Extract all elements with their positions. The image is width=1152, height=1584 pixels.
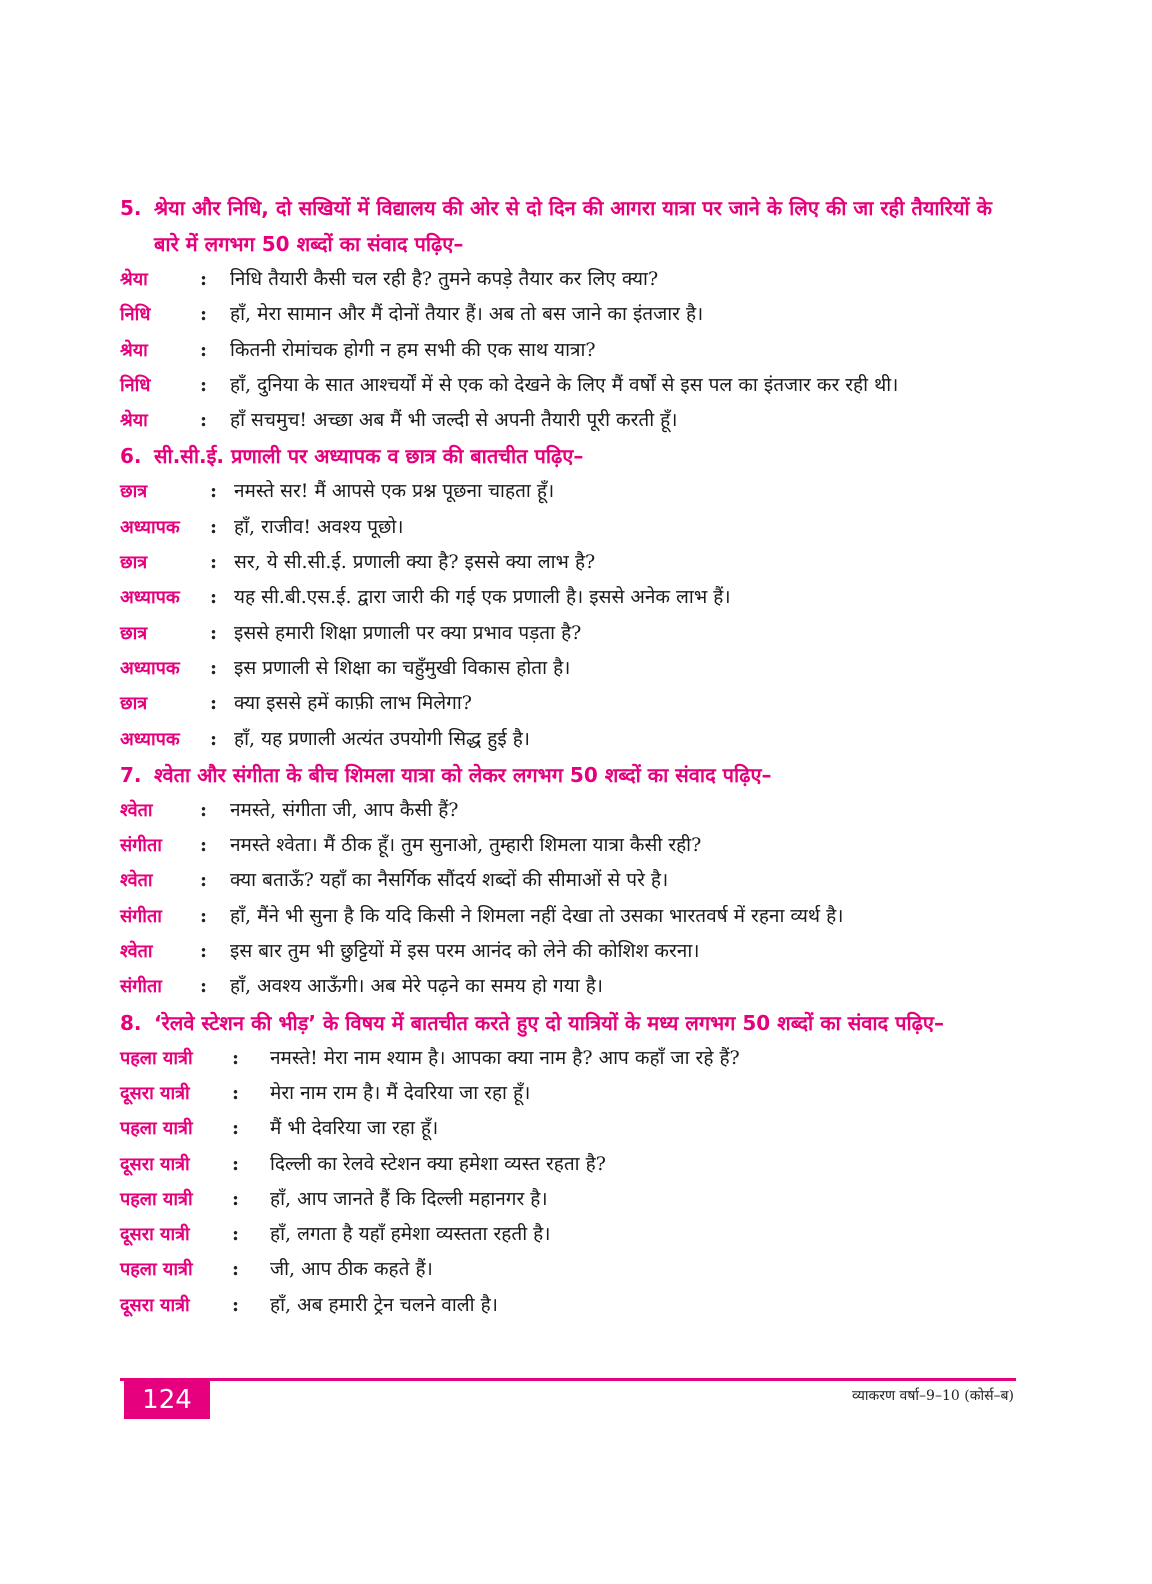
dialogue-line: [120, 262, 1020, 297]
section-6: [120, 438, 1020, 756]
colon: :: [232, 1187, 240, 1210]
speaker-name: अध्यापक: [120, 728, 180, 750]
speaker-name: अध्यापक: [120, 587, 180, 609]
dialogue-line: [120, 403, 1020, 438]
dialogue-line: [120, 1041, 1020, 1076]
speaker-name: अध्यापक: [120, 657, 180, 679]
question-text: श्रेया और निधि, दो सखियों में विद्यालय की ओर से दो दिन की आगरा यात्रा पर जाने के लिए की जा रही तैयारियों के बारे में लगभग 50 शब्दों का संवाद पढ़िए–: [154, 196, 992, 256]
dialogue-line: [120, 510, 1020, 545]
dialogue-text: क्या बताऊँ? यहाँ का नैसर्गिक सौंदर्य शब्दों की सीमाओं से परे है।: [230, 869, 669, 892]
speaker-name: पहला यात्री: [120, 1188, 193, 1210]
colon: :: [232, 1117, 240, 1140]
dialogue-text: नमस्ते श्वेता। मैं ठीक हूँ। तुम सुनाओ, तुम्हारी शिमला यात्रा कैसी रही?: [230, 834, 702, 857]
question-number: 7.: [120, 762, 142, 787]
dialogue: [120, 1041, 1020, 1323]
dialogue: [120, 793, 1020, 1005]
dialogue-text: हाँ, मैंने भी सुना है कि यदि किसी ने शिमला नहीं देखा तो उसका भारतवर्ष में रहना व्यर्थ है।: [230, 904, 844, 927]
dialogue-line: [120, 793, 1020, 828]
question-number: 6.: [120, 444, 142, 469]
dialogue-text: नमस्ते सर! मैं आपसे एक प्रश्न पूछना चाहता हूँ।: [234, 480, 555, 503]
colon: :: [200, 409, 208, 432]
speaker-name: पहला यात्री: [120, 1259, 193, 1281]
dialogue-line: [120, 616, 1020, 651]
dialogue-text: कितनी रोमांचक होगी न हम सभी की एक साथ यात्रा?: [230, 338, 596, 361]
question-text: सी.सी.ई. प्रणाली पर अध्यापक व छात्र की बातचीत पढ़िए–: [154, 444, 584, 469]
colon: :: [200, 975, 208, 998]
dialogue-text: हाँ, अवश्य आऊँगी। अब मेरे पढ़ने का समय हो गया है।: [230, 975, 603, 998]
speaker-name: दूसरा यात्री: [120, 1294, 190, 1316]
dialogue-line: [120, 1252, 1020, 1287]
dialogue-line: [120, 1147, 1020, 1182]
colon: :: [232, 1223, 240, 1246]
speaker-name: श्वेता: [120, 870, 153, 892]
dialogue-line: [120, 899, 1020, 934]
speaker-name: पहला यात्री: [120, 1118, 193, 1140]
page-number: 124: [124, 1381, 210, 1419]
dialogue-line: [120, 722, 1020, 757]
page-content: [120, 190, 1020, 1323]
dialogue-text: नमस्ते, संगीता जी, आप कैसी हैं?: [230, 798, 459, 821]
colon: :: [200, 940, 208, 963]
colon: :: [210, 692, 218, 715]
colon: :: [232, 1081, 240, 1104]
dialogue-line: [120, 580, 1020, 615]
dialogue-text: हाँ, मेरा सामान और मैं दोनों तैयार हैं। अब तो बस जाने का इंतजार है।: [230, 303, 704, 326]
dialogue-text: हाँ, यह प्रणाली अत्यंत उपयोगी सिद्ध हुई है।: [234, 727, 531, 750]
question-text: श्वेता और संगीता के बीच शिमला यात्रा को लेकर लगभग 50 शब्दों का संवाद पढ़िए–: [154, 762, 772, 787]
dialogue-line: [120, 1182, 1020, 1217]
colon: :: [200, 869, 208, 892]
speaker-name: संगीता: [120, 835, 162, 857]
dialogue-text: जी, आप ठीक कहते हैं।: [270, 1258, 433, 1281]
dialogue: [120, 262, 1020, 438]
dialogue-line: [120, 474, 1020, 509]
colon: :: [210, 551, 218, 574]
dialogue-text: मैं भी देवरिया जा रहा हूँ।: [270, 1117, 439, 1140]
speaker-name: छात्र: [120, 481, 148, 503]
dialogue-text: सर, ये सी.सी.ई. प्रणाली क्या है? इससे क्या लाभ है?: [234, 551, 596, 574]
speaker-name: पहला यात्री: [120, 1047, 193, 1069]
speaker-name: श्वेता: [120, 799, 153, 821]
speaker-name: दूसरा यात्री: [120, 1224, 190, 1246]
colon: :: [232, 1258, 240, 1281]
colon: :: [200, 338, 208, 361]
dialogue: [120, 474, 1020, 756]
speaker-name: श्रेया: [120, 339, 148, 361]
question-heading: [120, 1005, 1020, 1041]
speaker-name: श्रेया: [120, 410, 148, 432]
speaker-name: श्रेया: [120, 269, 148, 290]
colon: :: [232, 1046, 240, 1069]
colon: :: [232, 1152, 240, 1175]
dialogue-line: [120, 368, 1020, 403]
speaker-name: श्वेता: [120, 941, 153, 963]
dialogue-line: [120, 297, 1020, 332]
speaker-name: छात्र: [120, 552, 148, 574]
section-8: [120, 1005, 1020, 1323]
colon: :: [210, 480, 218, 503]
colon: :: [210, 727, 218, 750]
section-7: [120, 757, 1020, 1005]
speaker-name: छात्र: [120, 693, 148, 715]
dialogue-line: [120, 1217, 1020, 1252]
colon: :: [200, 303, 208, 326]
dialogue-line: [120, 651, 1020, 686]
dialogue-text: हाँ, राजीव! अवश्य पूछो।: [234, 515, 404, 538]
dialogue-text: हाँ, लगता है यहाँ हमेशा व्यस्तता रहती है।: [270, 1223, 551, 1246]
dialogue-text: हाँ, आप जानते हैं कि दिल्ली महानगर है।: [270, 1187, 548, 1210]
question-text: ‘रेलवे स्टेशन की भीड़’ के विषय में बातचीत करते हुए दो यात्रियों के मध्य लगभग 50 शब्दों का संवाद पढ़िए–: [154, 1010, 944, 1035]
dialogue-text: हाँ, दुनिया के सात आश्चर्यों में से एक को देखने के लिए मैं वर्षों से इस पल का इंतजार कर रही थी।: [230, 373, 899, 396]
dialogue-line: [120, 1076, 1020, 1111]
question-number: 5.: [120, 196, 142, 220]
dialogue-text: नमस्ते! मेरा नाम श्याम है। आपका क्या नाम है? आप कहाँ जा रहे हैं?: [270, 1046, 740, 1069]
dialogue-text: हाँ, अब हमारी ट्रेन चलने वाली है।: [270, 1293, 498, 1316]
dialogue-line: [120, 1288, 1020, 1323]
colon: :: [210, 656, 218, 679]
dialogue-line: [120, 969, 1020, 1004]
speaker-name: निधि: [120, 374, 151, 396]
colon: :: [200, 373, 208, 396]
question-heading: [120, 438, 1020, 474]
dialogue-line: [120, 1111, 1020, 1146]
dialogue-line: [120, 686, 1020, 721]
colon: :: [200, 268, 208, 290]
speaker-name: निधि: [120, 304, 151, 326]
dialogue-text: दिल्ली का रेलवे स्टेशन क्या हमेशा व्यस्त रहता है?: [270, 1152, 606, 1175]
dialogue-line: [120, 863, 1020, 898]
speaker-name: छात्र: [120, 622, 148, 644]
colon: :: [210, 621, 218, 644]
dialogue-text: क्या इससे हमें काफ़ी लाभ मिलेगा?: [234, 692, 472, 715]
colon: :: [232, 1293, 240, 1316]
speaker-name: दूसरा यात्री: [120, 1153, 190, 1175]
section-5: [120, 190, 1020, 438]
book-title: व्याकरण वर्षा–9–10 (कोर्स–ब): [851, 1388, 1014, 1404]
speaker-name: संगीता: [120, 905, 162, 927]
question-heading: [120, 757, 1020, 793]
colon: :: [210, 515, 218, 538]
colon: :: [210, 586, 218, 609]
speaker-name: अध्यापक: [120, 516, 180, 538]
dialogue-text: हाँ सचमुच! अच्छा अब मैं भी जल्दी से अपनी तैयारी पूरी करती हूँ।: [230, 409, 678, 432]
dialogue-line: [120, 934, 1020, 969]
speaker-name: संगीता: [120, 976, 162, 998]
footer-rule: [120, 1378, 1016, 1381]
question-number: 8.: [120, 1010, 142, 1035]
dialogue-text: इस प्रणाली से शिक्षा का चहुँमुखी विकास होता है।: [234, 656, 571, 679]
colon: :: [200, 904, 208, 927]
dialogue-text: मेरा नाम राम है। मैं देवरिया जा रहा हूँ।: [270, 1081, 531, 1104]
colon: :: [200, 798, 208, 821]
speaker-name: दूसरा यात्री: [120, 1082, 190, 1104]
dialogue-text: इस बार तुम भी छुट्टियों में इस परम आनंद को लेने की कोशिश करना।: [230, 940, 700, 963]
dialogue-text: यह सी.बी.एस.ई. द्वारा जारी की गई एक प्रणाली है। इससे अनेक लाभ हैं।: [234, 586, 731, 609]
dialogue-text: इससे हमारी शिक्षा प्रणाली पर क्या प्रभाव पड़ता है?: [234, 621, 582, 644]
dialogue-text: निधि तैयारी कैसी चल रही है? तुमने कपड़े तैयार कर लिए क्या?: [230, 268, 659, 290]
colon: :: [200, 834, 208, 857]
dialogue-line: [120, 545, 1020, 580]
dialogue-line: [120, 828, 1020, 863]
dialogue-line: [120, 333, 1020, 368]
question-heading: [120, 190, 1020, 262]
